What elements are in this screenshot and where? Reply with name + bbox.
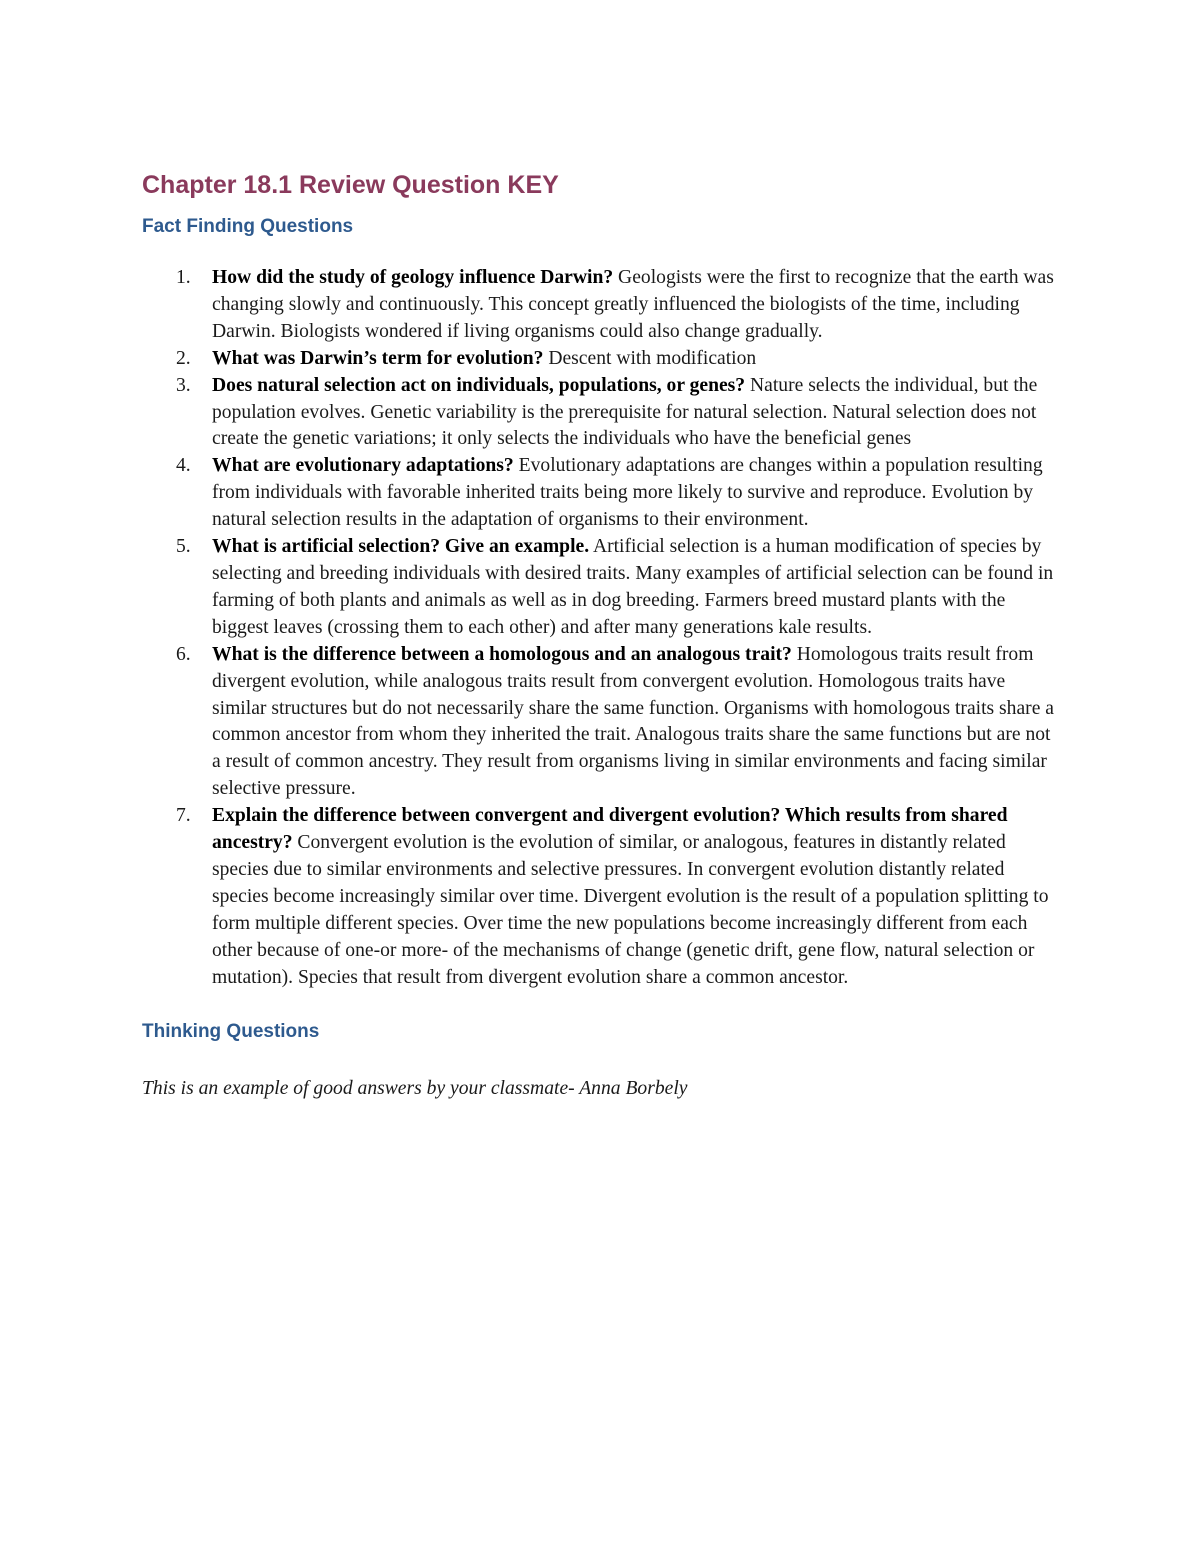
question-item-1: [142, 265, 1057, 346]
question-number: 2.: [176, 347, 191, 369]
question-text: [212, 642, 1057, 803]
question-prompt: How did the study of geology influence Darwin?: [212, 267, 614, 288]
question-number: 5.: [176, 536, 191, 558]
question-item-6: [142, 642, 1057, 803]
page-title: Chapter 18.1 Review Question KEY: [142, 171, 559, 199]
question-text: [212, 453, 1057, 534]
question-answer: Homologous traits result from divergent evolution, while analogous traits result from convergent evolution. Homologous traits have similar structures but do not necessarily share the same function. Organisms with homologous traits share a common ancestor from whom they inherited the trait. Analogous traits share the same functions but are not a result of common ancestry. They result from organisms living in similar environments and facing similar selective pressure.: [212, 643, 1054, 800]
question-item-7: [142, 803, 1057, 991]
question-item-5: [142, 534, 1057, 642]
question-prompt: What is artificial selection? Give an example.: [212, 536, 590, 558]
question-item-3: [142, 373, 1057, 454]
question-number: 3.: [176, 374, 191, 396]
question-number: 4.: [176, 455, 191, 477]
question-prompt: Does natural selection act on individuals, populations, or genes?: [212, 374, 746, 396]
question-number: 7.: [176, 805, 191, 827]
question-answer: Geologists were the first to recognize that the earth was changing slowly and continuously. This concept greatly influenced the biologists of the time, including Darwin. Biologists wondered if living organisms could also change gradually.: [212, 267, 1054, 342]
question-answer: Artificial selection is a human modification of species by selecting and breeding individuals with desired traits. Many examples of artificial selection can be found in farming of both plants and animals as well as in dog breeding. Farmers breed mustard plants with the biggest leaves (crossing them to each other) and after many generations kale results.: [212, 536, 1054, 638]
example-note: This is an example of good answers by your classmate- Anna Borbely: [142, 1078, 688, 1100]
question-prompt: Explain the difference between convergent and divergent evolution? Which results from shared ancestry?: [212, 805, 1008, 854]
question-item-4: [142, 453, 1057, 534]
question-answer: Descent with modification: [543, 347, 757, 369]
question-prompt: What was Darwin’s term for evolution?: [212, 347, 544, 369]
question-text: [212, 373, 1057, 454]
question-item-2: [142, 346, 1057, 373]
question-text: [212, 346, 1057, 373]
question-text: [212, 534, 1057, 642]
question-answer: Evolutionary adaptations are changes within a population resulting from individuals with favorable inherited traits being more likely to survive and reproduce. Evolution by natural selection results in the adaptation of organisms to their environment.: [212, 455, 1043, 531]
document-page: [142, 168, 1057, 1102]
question-text: [212, 265, 1057, 346]
question-text: [212, 803, 1057, 991]
thinking-questions-heading: Thinking Questions: [142, 1021, 320, 1043]
question-list: [142, 265, 1057, 991]
question-number: 1.: [176, 267, 191, 288]
question-prompt: What is the difference between a homologous and an analogous trait?: [212, 643, 792, 665]
question-prompt: What are evolutionary adaptations?: [212, 455, 514, 477]
question-answer: Convergent evolution is the evolution of similar, or analogous, features in distantly related species due to similar environments and selective pressures. In convergent evolution distantly related species become increasingly similar over time. Divergent evolution is the result of a population splitting to form multiple different species. Over time the new populations become increasingly different from each other because of one-or more- of the mechanisms of change (genetic drift, gene flow, natural selection or mutation). Species that result from divergent evolution share a common ancestor.: [212, 832, 1049, 988]
fact-finding-heading: Fact Finding Questions: [142, 216, 354, 237]
question-answer: Nature selects the individual, but the population evolves. Genetic variability is the prerequisite for natural selection. Natural selection does not create the genetic variations; it only selects the individuals who have the beneficial genes: [212, 374, 1038, 450]
question-number: 6.: [176, 643, 191, 665]
